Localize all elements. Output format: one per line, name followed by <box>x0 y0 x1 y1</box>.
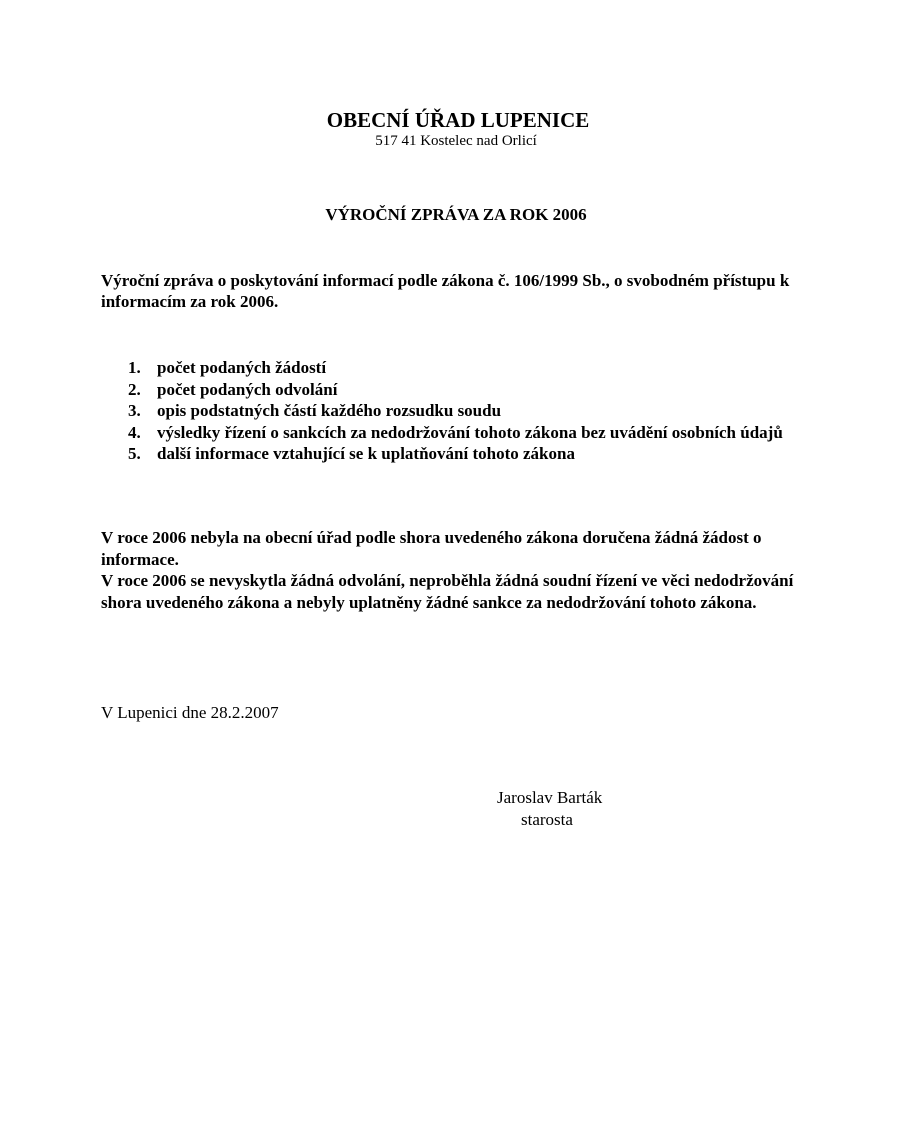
list-item <box>101 422 821 444</box>
signatory-name: Jaroslav Barták <box>497 788 603 807</box>
office-address: 517 41 Kostelec nad Orlicí <box>375 133 537 149</box>
no-appeals-paragraph: V roce 2006 se nevyskytla žádná odvolání, neproběhla žádná soudní řízení ve věci nedodržování shora uvedeného zákona a nebyly uplatněny žádné sankce za nedodržování tohoto zákona. <box>101 571 794 612</box>
list-item-number: 5. <box>128 444 141 463</box>
list-item-number: 3. <box>128 401 141 420</box>
list-item-number: 1. <box>128 358 141 377</box>
report-items-list <box>101 357 821 465</box>
list-item-text: počet podaných odvolání <box>157 379 338 399</box>
list-item-text: výsledky řízení o sankcích za nedodržování tohoto zákona bez uvádění osobních údajů <box>157 422 783 442</box>
list-item-text: opis podstatných částí každého rozsudku soudu <box>157 401 502 420</box>
signatory-role: starosta <box>521 810 573 829</box>
list-item-number: 4. <box>128 422 141 442</box>
list-item <box>101 379 821 401</box>
list-item-text: další informace vztahující se k uplatňování tohoto zákona <box>157 444 575 463</box>
report-title: VÝROČNÍ ZPRÁVA ZA ROK 2006 <box>325 205 587 224</box>
list-item <box>101 400 821 422</box>
no-requests-paragraph: V roce 2006 nebyla na obecní úřad podle shora uvedeného zákona doručena žádná žádost o informace. <box>101 528 762 569</box>
list-item-text: počet podaných žádostí <box>157 358 327 377</box>
intro-paragraph: Výroční zpráva o poskytování informací podle zákona č. 106/1999 Sb., o svobodném přístupu k informacím za rok 2006. <box>101 271 790 311</box>
office-name: OBECNÍ ÚŘAD LUPENICE <box>326 108 590 132</box>
place-date: V Lupenici dne 28.2.2007 <box>101 703 279 722</box>
list-item <box>101 357 821 379</box>
list-item <box>101 443 821 465</box>
list-item-number: 2. <box>128 379 141 399</box>
